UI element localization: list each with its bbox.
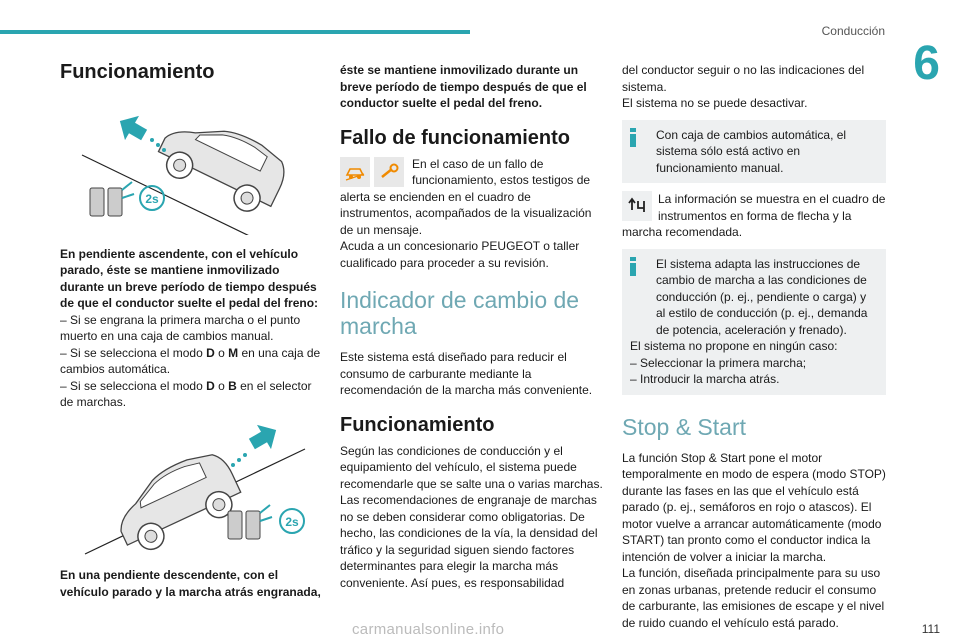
column-middle xyxy=(340,62,605,591)
page-number: 111 xyxy=(921,622,940,636)
pedal-icon xyxy=(90,182,134,216)
service-wrench-icon xyxy=(374,157,404,187)
cont-text-1: del conductor seguir o no las indicaciones del sistema. xyxy=(622,63,865,94)
figure-downhill-car xyxy=(60,419,322,564)
column-right xyxy=(622,62,886,631)
cont-text-2: El sistema no se puede desactivar. xyxy=(622,96,808,110)
info-adapt-bullet-2: – Introducir la marcha atrás. xyxy=(630,372,780,386)
arrow-icon xyxy=(113,109,166,152)
pedal-icon xyxy=(228,505,272,539)
hill-start-fault-icon xyxy=(340,157,370,187)
paragraph-downhill: En una pendiente descendente, con el vehículo parado y la marcha atrás engranada, xyxy=(60,568,321,599)
gear-shift-arrow-icon xyxy=(622,191,652,221)
section-heading-funcionamiento: Funcionamiento xyxy=(60,61,215,83)
chapter-number: 6 xyxy=(913,37,940,90)
chapter-title: Conducción xyxy=(821,24,885,38)
info-icon xyxy=(630,128,636,146)
info-adapt-text-2: El sistema no propone en ningún caso: xyxy=(630,339,838,353)
figure-uphill-car xyxy=(60,90,322,240)
bullet-selector: – Si se selecciona el modo D o B en el selector de marchas. xyxy=(60,378,312,409)
info-adapt-bullet-1: – Seleccionar la primera marcha; xyxy=(630,355,807,370)
section-heading-fallo: Fallo de funcionamiento xyxy=(340,126,571,149)
func-text-2: Las recomendaciones de engranaje de marchas no se deben considerar como obligatorias. De hecho, las condiciones de la vía, la densidad del tráfico y la seguridad siguen siendo factores determinantes para elegir la marcha más conveniente. Así pues, es responsabilidad xyxy=(340,493,598,590)
paragraph-continuation: éste se mantiene inmovilizado durante un breve período de tiempo después de que el conductor suelte el pedal del freno. xyxy=(340,63,587,110)
shift-indicator-block xyxy=(622,191,886,241)
info-box-adapt xyxy=(622,249,886,395)
fallo-text-2: Acuda a un concesionario PEUGEOT o taller cualificado para proceder a su revisión. xyxy=(340,239,580,270)
uphill-car-illustration xyxy=(60,90,322,235)
arrow-icon xyxy=(231,419,283,467)
info-text: Con caja de cambios automática, el sistema sólo está activo en funcionamiento manual. xyxy=(656,127,847,175)
section-heading-funcionamiento-2: Funcionamiento xyxy=(340,413,495,436)
info-icon xyxy=(630,257,636,275)
indicador-text: Este sistema está diseñado para reducir el consumo de carburante mediante la recomendación de la marcha más conveniente. xyxy=(340,350,593,397)
info-box-automatic xyxy=(622,120,886,184)
timer-icon xyxy=(140,186,164,210)
warning-icons xyxy=(340,157,404,187)
info-adapt-text: El sistema adapta las instrucciones de cambio de marcha a las condiciones de conducción (p. ej., pendiente o carga) y al estilo de conducción (p. ej., demanda de potencia, aceleración y frenado). xyxy=(656,256,868,337)
downhill-car-illustration xyxy=(60,419,322,559)
watermark: carmanualsonline.info xyxy=(352,621,505,638)
shift-text: La información se muestra en el cuadro de instrumentos en forma de flecha y la marcha recomendada. xyxy=(622,192,886,239)
section-heading-stop-start: Stop & Start xyxy=(622,413,747,440)
timer-label: 2s xyxy=(145,192,159,206)
stop-text-2: La función, diseñada principalmente para su uso en zonas urbanas, pretende reducir el consumo de carburante, las emisiones de escape y el nivel de ruido cuando el vehículo está parado. xyxy=(622,566,885,630)
fallo-block xyxy=(340,156,605,272)
bullet-automatic: – Si se selecciona el modo D o M en una caja de cambios automática. xyxy=(60,345,321,376)
bullet-manual: – Si se engrana la primera marcha o el punto muerto en una caja de cambios manual. xyxy=(60,312,301,343)
paragraph-uphill: En pendiente ascendente, con el vehículo parado, éste se mantiene inmovilizado durante un breve período de tiempo después de que el conductor suelte el pedal del freno: xyxy=(60,246,319,310)
stop-text-1: La función Stop & Start pone el motor temporalmente en modo de espera (modo STOP) durante las fases en las que el vehículo está parado (p. ej., semáforos en rojo o atascos). El motor vuelve a arrancar automáticamente (modo START) tan pronto como el conductor indica la intención de volver a iniciar la marcha. xyxy=(622,450,886,564)
func-text-1: Según las condiciones de conducción y el equipamiento del vehículo, el sistema puede recomendarle que se salte una o varias marchas. xyxy=(340,443,603,491)
column-left xyxy=(60,60,322,600)
section-heading-indicador: Indicador de cambio de marcha xyxy=(340,287,580,339)
header-accent-bar xyxy=(0,30,470,34)
timer-icon xyxy=(280,509,304,533)
timer-label: 2s xyxy=(285,514,299,529)
fallo-text: En el caso de un fallo de funcionamiento, estos testigos de alerta se encienden en el cuadro de instrumentos, acompañados de la visualización de un mensaje. xyxy=(340,156,592,237)
